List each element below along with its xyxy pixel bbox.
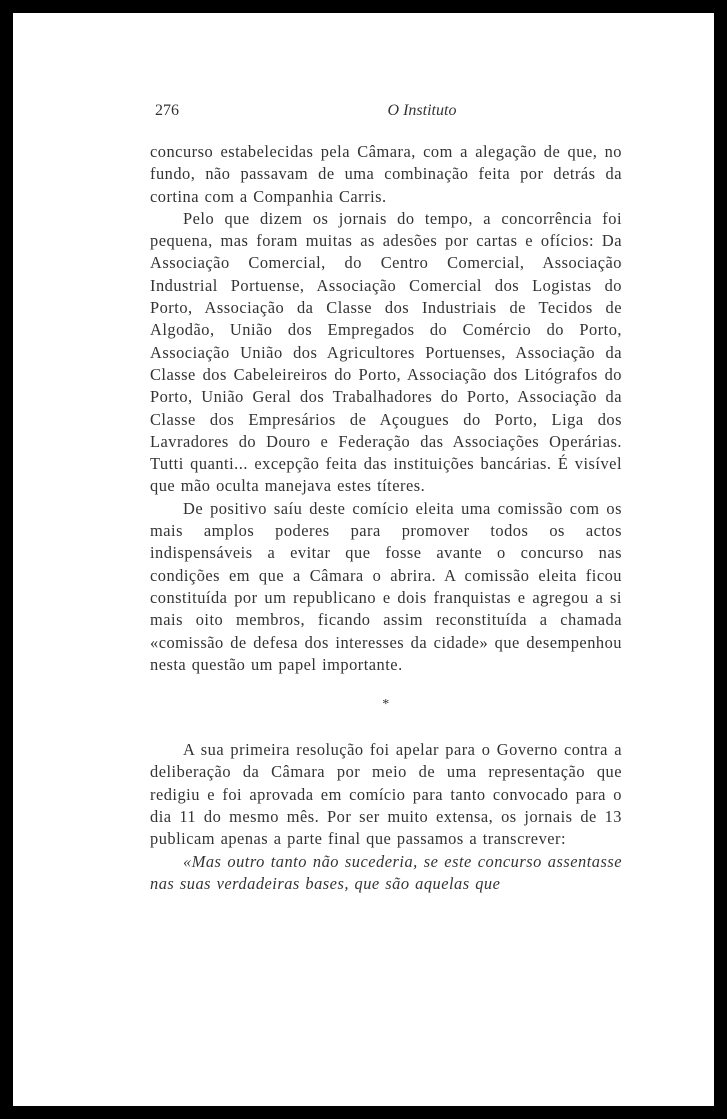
paragraph-commission: De positivo saíu deste comício eleita uma comissão com os mais amplos poderes para promover todos os actos indispensáveis a evitar que fosse avante o concurso nas condições em que a Câmara o abrira. A comissão eleita ficou constituída por um republicano e dois franquistas e agregou a si mais oito membros, ficando assim reconstituída a chamada «comissão de defesa dos interesses da cidade» que desempenhou nesta questão um papel importante.	[150, 498, 622, 674]
page-number: 276	[155, 102, 179, 119]
section-break-asterisk: *	[382, 697, 390, 713]
running-title: O Instituto	[387, 102, 457, 119]
page-header	[155, 102, 635, 124]
quoted-representation: «Mas outro tanto não sucederia, se este concurso assentasse nas suas verdadeiras bases, que são aquelas que	[150, 851, 622, 893]
paragraph-first-resolution: A sua primeira resolução foi apelar para o Governo contra a deliberação da Câmara por meio de uma representação que redigiu e foi aprovada em comício para tanto convocado para o dia 11 do mesmo mês. Por ser muito extensa, os jornais de 13 publicam apenas a parte final que passamos a transcrever:	[150, 740, 622, 849]
body-text	[150, 141, 622, 895]
paragraph-adhesions: Pelo que dizem os jornais do tempo, a concorrência foi pequena, mas foram muitas as adesões por cartas e ofícios: Da Associação Comercial, do Centro Comercial, Associação Industrial Portuense, Associação Comercial dos Logistas do Porto, Associação da Classe dos Industriais de Tecidos de Algodão, União dos Empregados do Comércio do Porto, Associação União dos Agricultores Portuenses, Associação da Classe dos Cabeleireiros do Porto, Associação dos Litógrafos do Porto, União Geral dos Trabalhadores do Porto, Associação da Classe dos Empresários de Açougues do Porto, Liga dos Lavradores do Douro e Federação das Associações Operárias. Tutti quanti... excepção feita das instituições bancárias. É visível que mão oculta manejava estes títeres.	[150, 208, 622, 496]
paragraph-continuation: concurso estabelecidas pela Câmara, com a alegação de que, no fundo, não passavam de uma combinação feita por detrás da cortina com a Companhia Carris.	[150, 142, 622, 206]
book-page	[13, 13, 714, 1106]
